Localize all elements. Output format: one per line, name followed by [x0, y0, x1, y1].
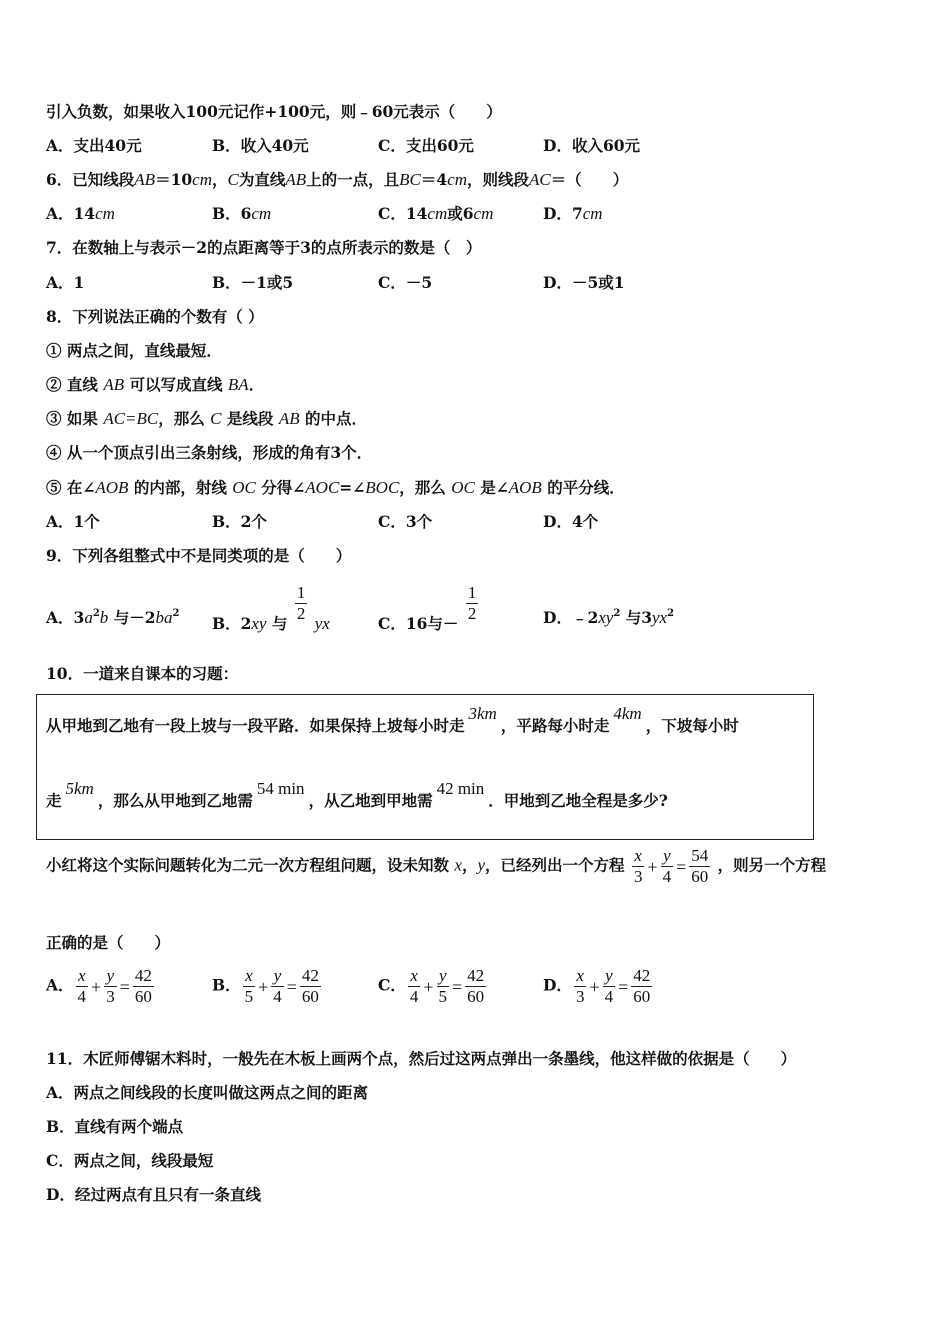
q8-statement-3: ③ 如果 AC=BC，那么 C 是线段 AB 的中点． [46, 409, 368, 428]
q11-option-b: B．直线有两个端点 [46, 1117, 184, 1136]
q7-option-d: D．－5或1 [543, 273, 625, 292]
q5-option-d: D．收入60元 [543, 136, 641, 155]
q9-option-c: C．16与－ $\frac{1}{2}$ [378, 583, 477, 633]
q8-option-d: D．4个 [543, 512, 599, 531]
q11-option-d: D．经过两点有且只有一条直线 [46, 1185, 261, 1204]
q11-option-c: C．两点之间，线段最短 [46, 1151, 214, 1170]
q5-option-b: B．收入40元 [212, 136, 309, 155]
q11-stem: 11．木匠师傅锯木料时，一般先在木板上画两个点，然后过这两点弹出一条墨线，他这样做的依据是（ ） [46, 1049, 797, 1068]
q8-stem: 8．下列说法正确的个数有（ ） [46, 307, 264, 326]
q10-option-c: C． $\frac{x}{4}$ + $\frac{y}{5}$ = $\frac{42}{60}$ [378, 966, 485, 1006]
q7-stem: 7．在数轴上与表示－2的点距离等于3的点所表示的数是（ ） [46, 238, 482, 257]
q10-option-d: D． $\frac{x}{3}$ + $\frac{y}{4}$ = $\frac{42}{60}$ [543, 966, 651, 1006]
q6-stem: 6．已知线段AB＝10cm，C为直线AB上的一点，且BC＝4cm，则线段AC＝（ ） [46, 170, 629, 189]
q10-stem: 10．一道来自课本的习题： [46, 664, 239, 683]
q5-stem: 引入负数，如果收入100元记作+100元，则﹣60元表示（ ） [46, 102, 502, 121]
q8-statement-5: ⑤ 在∠AOB 的内部，射线 OC 分得∠AOC=∠BOC，那么 OC 是∠AOB 的平分线． [46, 478, 625, 497]
q6-option-d: D．7cm [543, 204, 603, 223]
q10-box-line-1: 从甲地到乙地有一段上坡与一段平路．如果保持上坡每小时走3km，平路每小时走4km，下坡每小时 [46, 704, 739, 735]
q9-option-d: D．$﹣2xy^2$ 与$3yx^2$ [543, 608, 675, 627]
q9-option-a: A．$3a^2b$ 与$-2ba^2$ [46, 608, 180, 627]
fraction: $\frac{1}{2}$ [296, 583, 306, 623]
q8-statement-2: ② 直线 AB 可以写成直线 BA． [46, 375, 265, 394]
q8-option-a: A．1个 [46, 512, 100, 531]
q7-option-c: C．－5 [378, 273, 433, 292]
q6-option-c: C．14cm或6cm [378, 204, 494, 223]
q10-box-line-2: 走5km，那么从甲地到乙地需54 min，从乙地到甲地需42 min．甲地到乙地全程是多少? [46, 779, 668, 810]
q5-option-a: A．支出40元 [46, 136, 142, 155]
q9-stem: 9．下列各组整式中不是同类项的是（ ） [46, 546, 352, 565]
q9-option-b: B．2xy 与 $\frac{1}{2}$ yx [212, 583, 330, 633]
q11-option-a: A．两点之间线段的长度叫做这两点之间的距离 [46, 1083, 369, 1102]
q10-line-4: 正确的是（ ） [46, 933, 171, 952]
q10-option-a: A． $\frac{x}{4}$ + $\frac{y}{3}$ = $\frac{42}{60}$ [46, 966, 152, 1006]
fraction: $\frac{1}{2}$ [467, 583, 477, 623]
q5-option-c: C．支出60元 [378, 136, 474, 155]
q8-option-b: B．2个 [212, 512, 267, 531]
q8-statement-1: ① 两点之间，直线最短． [46, 341, 222, 360]
q6-option-b: B．6cm [212, 204, 272, 223]
q7-option-a: A．1 [46, 273, 85, 292]
q8-option-c: C．3个 [378, 512, 433, 531]
equation-given: $\frac{x}{3}$ + $\frac{y}{4}$ = $\frac{54}{60}$ [633, 846, 709, 886]
q10-line-3: 小红将这个实际问题转化为二元一次方程组问题，设未知数 x，y，已经列出一个方程 $\frac{x}{3}$ + $\frac{y}{4}$ = $\frac{54}{60}$ ，则另一个方程 [46, 846, 827, 886]
q8-statement-4: ④ 从一个顶点引出三条射线，形成的角有3个． [46, 443, 373, 462]
q6-option-a: A．14cm [46, 204, 115, 223]
q7-option-b: B．－1或5 [212, 273, 294, 292]
q10-option-b: B． $\frac{x}{5}$ + $\frac{y}{4}$ = $\frac{42}{60}$ [212, 966, 319, 1006]
